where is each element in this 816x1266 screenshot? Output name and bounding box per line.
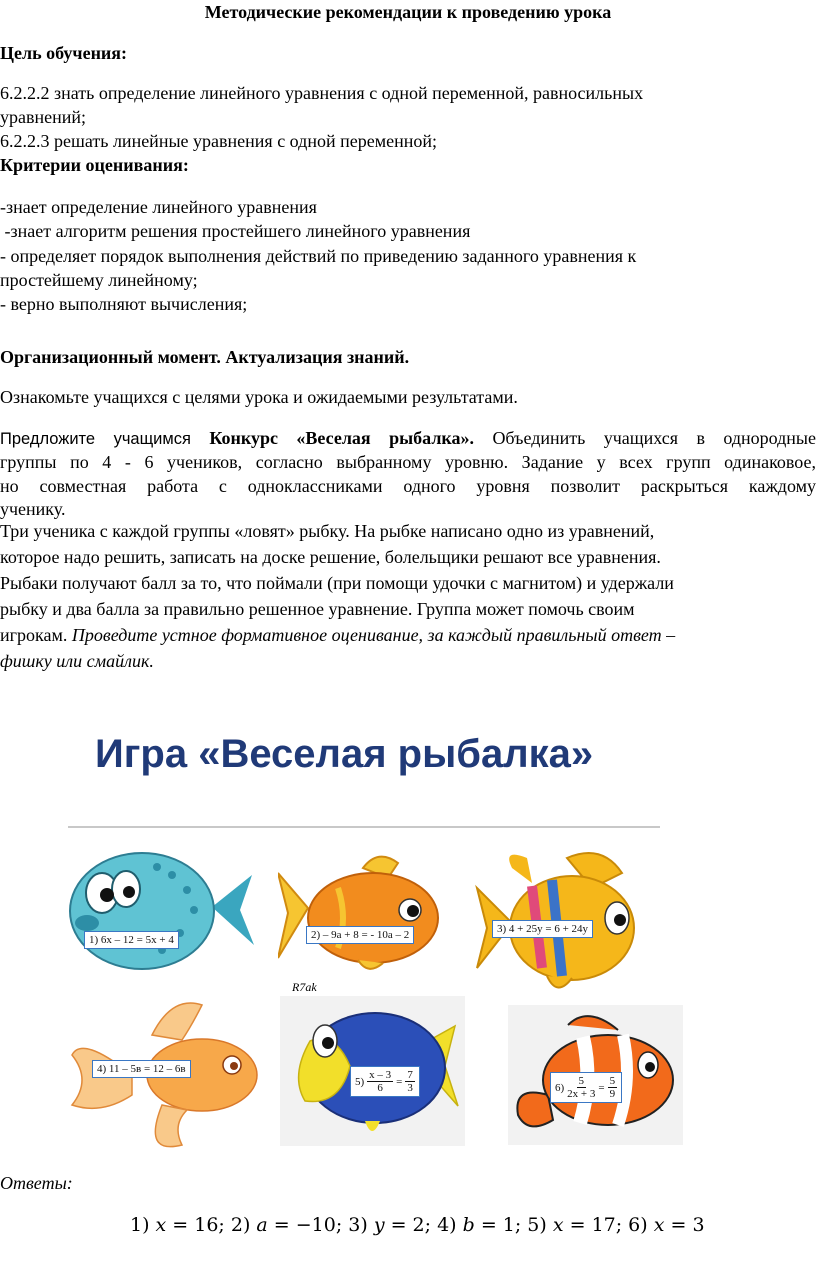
- org-intro: Ознакомьте учащихся с целями урока и ожидаемыми результатами.: [0, 387, 518, 407]
- fish-5-rhs-denominator: 3: [407, 1082, 413, 1094]
- contest-line-9: [0, 624, 675, 646]
- contest-line-1: [0, 426, 816, 451]
- title-divider: [68, 826, 660, 828]
- fish-5-fraction-right: [405, 1069, 415, 1094]
- fish-1-equation: 1) 6х – 12 = 5х + 4: [84, 931, 179, 949]
- fish-6-fraction-right: [608, 1075, 618, 1100]
- fish-5-denominator: 6: [377, 1082, 383, 1094]
- contest-line-4: ученику.: [0, 499, 66, 519]
- contest-line-9-italic: Проведите устное формативное оценивание, за каждый правильный ответ –: [71, 625, 676, 645]
- contest-line-7: Рыбаки получают балл за то, что поймали (при помощи удочки с магнитом) и удержали: [0, 573, 674, 593]
- contest-line-1-rest: Объединить учащихся в однородные: [492, 428, 816, 448]
- criteria-line-4: простейшему линейному;: [0, 270, 198, 290]
- contest-line-5: Три ученика с каждой группы «ловят» рыбку. На рыбке написано одно из уравнений,: [0, 521, 655, 541]
- fish-6-fraction-left: [567, 1075, 595, 1100]
- contest-line-6: которое надо решить, записать на доске решение, болельщики решают все уравнения.: [0, 547, 661, 567]
- fish-2-goldfish: [278, 848, 448, 978]
- fish-6-rhs-numerator: 5: [609, 1075, 616, 1087]
- contest-line-9-plain: игрокам.: [0, 625, 68, 645]
- criteria-line-5: - верно выполняют вычисления;: [0, 294, 248, 314]
- criteria-line-1: -знает определение линейного уравнения: [0, 197, 317, 217]
- game-title: Игра «Веселая рыбалка»: [95, 732, 594, 776]
- answers-line: 1) 𝑥 = 16; 2) 𝑎 = −10; 3) 𝑦 = 2; 4) 𝑏 = 1; 5) 𝑥 = 17; 6) 𝑥 = 3: [130, 1214, 705, 1236]
- fish-4-equation: 4) 11 – 5в = 12 – 6в: [92, 1060, 191, 1078]
- contest-line-3: но совместная работа с одноклассниками одного уровня позволит раскрыться каждому: [0, 476, 816, 496]
- fish-5-equation: [350, 1066, 420, 1097]
- image-signature: R7ak: [292, 980, 317, 994]
- fish-6-rhs-denominator: 9: [609, 1088, 616, 1100]
- fish-1-puffer: [62, 845, 262, 975]
- fish-6-numerator: 5: [578, 1075, 585, 1087]
- criteria-heading: Критерии оценивания:: [0, 155, 189, 175]
- answers-heading: Ответы:: [0, 1173, 73, 1193]
- page-title: Методические рекомендации к проведению урока: [204, 2, 612, 22]
- fish-2-equation: 2) – 9а + 8 = - 10а – 2: [306, 926, 414, 944]
- fish-5-numerator: х – 3: [369, 1069, 392, 1081]
- fish-6-number: 6): [555, 1081, 565, 1094]
- objective-line-1: 6.2.2.2 знать определение линейного уравнения с одной переменной, равносильных: [0, 83, 644, 103]
- fish-5-rhs-numerator: 7: [407, 1069, 413, 1081]
- contest-name: Конкурс «Веселая рыбалка».: [209, 428, 475, 448]
- fish-4-fancy-goldfish: [62, 995, 262, 1165]
- objectives-heading: Цель обучения:: [0, 43, 128, 63]
- objective-line-3: 6.2.2.3 решать линейные уравнения с одной переменной;: [0, 131, 437, 151]
- fish-6-denominator: 2х + 3: [567, 1088, 596, 1100]
- fish-6-equals: =: [598, 1081, 605, 1094]
- criteria-line-3: - определяет порядок выполнения действий по приведению заданного уравнения к: [0, 246, 637, 266]
- org-heading: Организационный момент. Актуализация знаний.: [0, 347, 410, 367]
- criteria-line-2: -знает алгоритм решения простейшего линейного уравнения: [0, 221, 471, 241]
- contest-line-10: фишку или смайлик.: [0, 651, 154, 671]
- fish-5-fraction-left: [367, 1069, 393, 1094]
- fish-3-equation: 3) 4 + 25у = 6 + 24у: [492, 920, 593, 938]
- objective-line-2: уравнений;: [0, 107, 87, 127]
- fish-6-equation: [550, 1072, 622, 1103]
- fish-5-number: 5): [355, 1075, 365, 1088]
- fish-5-equals: =: [396, 1075, 403, 1088]
- contest-lead: Предложите учащимся: [0, 430, 191, 448]
- contest-line-8: рыбку и два балла за правильно решенное уравнение. Группа может помочь своим: [0, 599, 635, 619]
- contest-line-2: группы по 4 - 6 учеников, согласно выбранному уровню. Задание у всех групп одинаковое,: [0, 452, 816, 472]
